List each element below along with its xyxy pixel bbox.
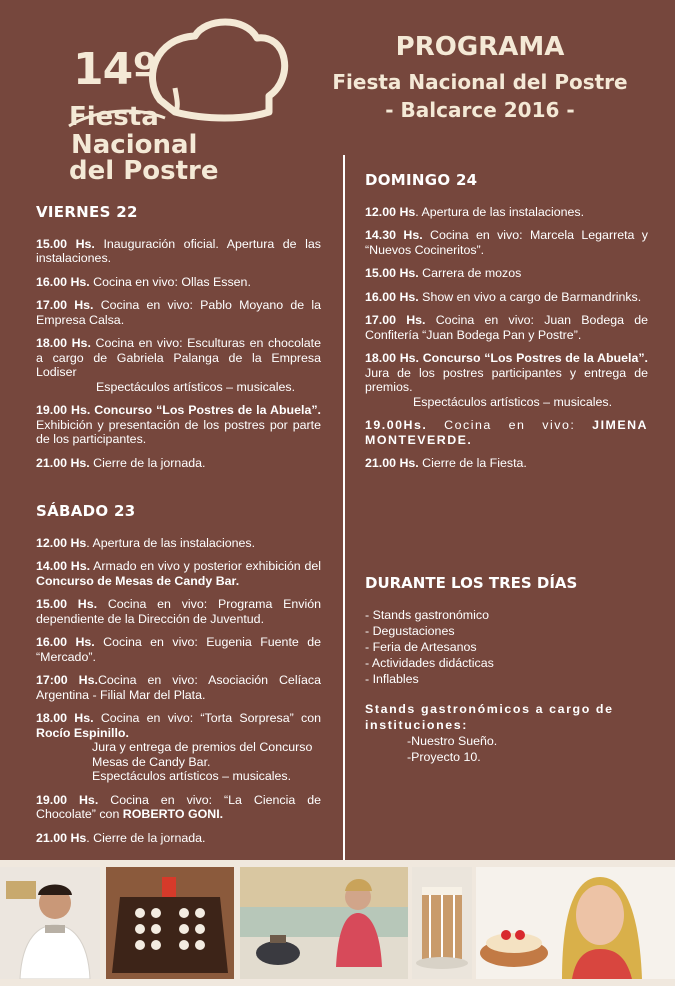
event-extra: Jura y entrega de premios del Concurso Mesas de Candy Bar. bbox=[92, 740, 313, 769]
list-item: - Inflables bbox=[365, 672, 419, 686]
event-item: 17:00 Hs.Cocina en vivo: Asociación Celíaca Argentina - Filial Mar del Plata. bbox=[36, 673, 321, 702]
event-item: 18.00 Hs. Concurso “Los Postres de la Abuela”. Jura de los postres participantes y entrega de premios. Espectáculos artísticos – musicales. bbox=[365, 351, 648, 409]
event-item: 18.00 Hs. Cocina en vivo: Esculturas en chocolate a cargo de Gabriela Palanga de la Empresa Lodiser Espectáculos artísticos – musicales. bbox=[36, 336, 321, 394]
edition-number: 14º bbox=[73, 44, 157, 95]
festival-logo bbox=[55, 8, 295, 193]
event-extra: Espectáculos artísticos – musicales. bbox=[413, 394, 613, 409]
page-subtitle: Fiesta Nacional del Postre bbox=[332, 70, 628, 94]
list-item: - Feria de Artesanos bbox=[365, 640, 477, 654]
event-item: 14.30 Hs. Cocina en vivo: Marcela Legarreta y “Nuevos Cocineritos”. bbox=[365, 228, 648, 257]
logo-line-3: del Postre bbox=[69, 156, 219, 186]
event-item: 17.00 Hs. Cocina en vivo: Juan Bodega de Confitería “Juan Bodega Pan y Postre”. bbox=[365, 313, 649, 342]
event-item: 15.00 Hs. Cocina en vivo: Programa Envión dependiente de la Dirección de Juventud. bbox=[36, 597, 321, 626]
day-heading-domingo: DOMINGO 24 bbox=[365, 171, 478, 189]
tv-chef-photo bbox=[240, 867, 408, 979]
section-heading: DURANTE LOS TRES DÍAS bbox=[365, 574, 578, 592]
column-divider bbox=[343, 155, 345, 860]
event-item: 21.00 Hs. Cierre de la jornada. bbox=[36, 455, 206, 470]
event-item: 15.00 Hs. Carrera de mozos bbox=[365, 266, 522, 280]
event-item: 16.00 Hs. Show en vivo a cargo de Barmandrinks. bbox=[365, 289, 642, 304]
list-item: - Degustaciones bbox=[365, 624, 455, 638]
day-heading-sabado: SÁBADO 23 bbox=[36, 502, 136, 520]
stands-heading: Stands gastronómicos a cargo de instituciones: bbox=[365, 702, 614, 732]
activities-list bbox=[365, 607, 648, 687]
event-item: 19.00Hs. Cocina en vivo: JIMENA MONTEVERDE. bbox=[365, 418, 648, 447]
institution-item: -Nuestro Sueño. bbox=[407, 734, 498, 748]
page-location: - Balcarce 2016 - bbox=[385, 98, 575, 122]
list-item: - Actividades didácticas bbox=[365, 656, 494, 670]
chef-photo bbox=[0, 867, 100, 979]
event-item: 21.00 Hs. Cierre de la Fiesta. bbox=[365, 456, 527, 470]
right-column bbox=[365, 173, 648, 480]
event-item: 14.00 Hs. Armado en vivo y posterior exhibición del Concurso de Mesas de Candy Bar. bbox=[36, 559, 321, 588]
event-item: 16.00 Hs. Cocina en vivo: Ollas Essen. bbox=[36, 274, 251, 289]
event-item: 18.00 Hs. Cocina en vivo: “Torta Sorpresa” con Rocío Espinillo. Jura y entrega de premios del Concurso Mesas de Candy Bar. Espectáculos artísticos – musicales. bbox=[36, 711, 321, 783]
event-item: 21.00 Hs. Cierre de la jornada. bbox=[36, 830, 206, 845]
day-heading-viernes: VIERNES 22 bbox=[36, 203, 138, 221]
event-item: 15.00 Hs. Inauguración oficial. Apertura de las instalaciones. bbox=[36, 236, 321, 265]
institution-item: -Proyecto 10. bbox=[407, 750, 481, 764]
photo-strip bbox=[0, 860, 675, 986]
event-item: 19.00 Hs. Concurso “Los Postres de la Abuela”. Exhibición y presentación de los postres por parte de los participantes. bbox=[36, 403, 321, 446]
event-item: 17.00 Hs. Cocina en vivo: Pablo Moyano de la Empresa Calsa. bbox=[36, 298, 321, 327]
three-days-section bbox=[365, 575, 648, 765]
event-extra: Espectáculos artísticos – musicales. bbox=[96, 379, 296, 394]
presenter-photo bbox=[476, 867, 675, 979]
event-item: 16.00 Hs. Cocina en vivo: Eugenia Fuente de “Mercado”. bbox=[36, 635, 321, 664]
event-item: 12.00 Hs. Apertura de las instalaciones. bbox=[365, 204, 585, 219]
left-column bbox=[36, 205, 321, 854]
list-item: - Stands gastronómico bbox=[365, 608, 489, 622]
event-item: 19.00 Hs. Cocina en vivo: “La Ciencia de Chocolate” con ROBERTO GONI. bbox=[36, 792, 322, 821]
cake-photo bbox=[412, 867, 472, 979]
logo-line-2: Nacional bbox=[71, 130, 198, 160]
page-title: PROGRAMA bbox=[395, 32, 565, 62]
dessert-table-photo bbox=[106, 867, 234, 979]
event-extra: Espectáculos artísticos – musicales. bbox=[92, 769, 292, 783]
event-item: 12.00 Hs. Apertura de las instalaciones. bbox=[36, 535, 256, 550]
logo-line-1: Fiesta bbox=[69, 102, 159, 132]
